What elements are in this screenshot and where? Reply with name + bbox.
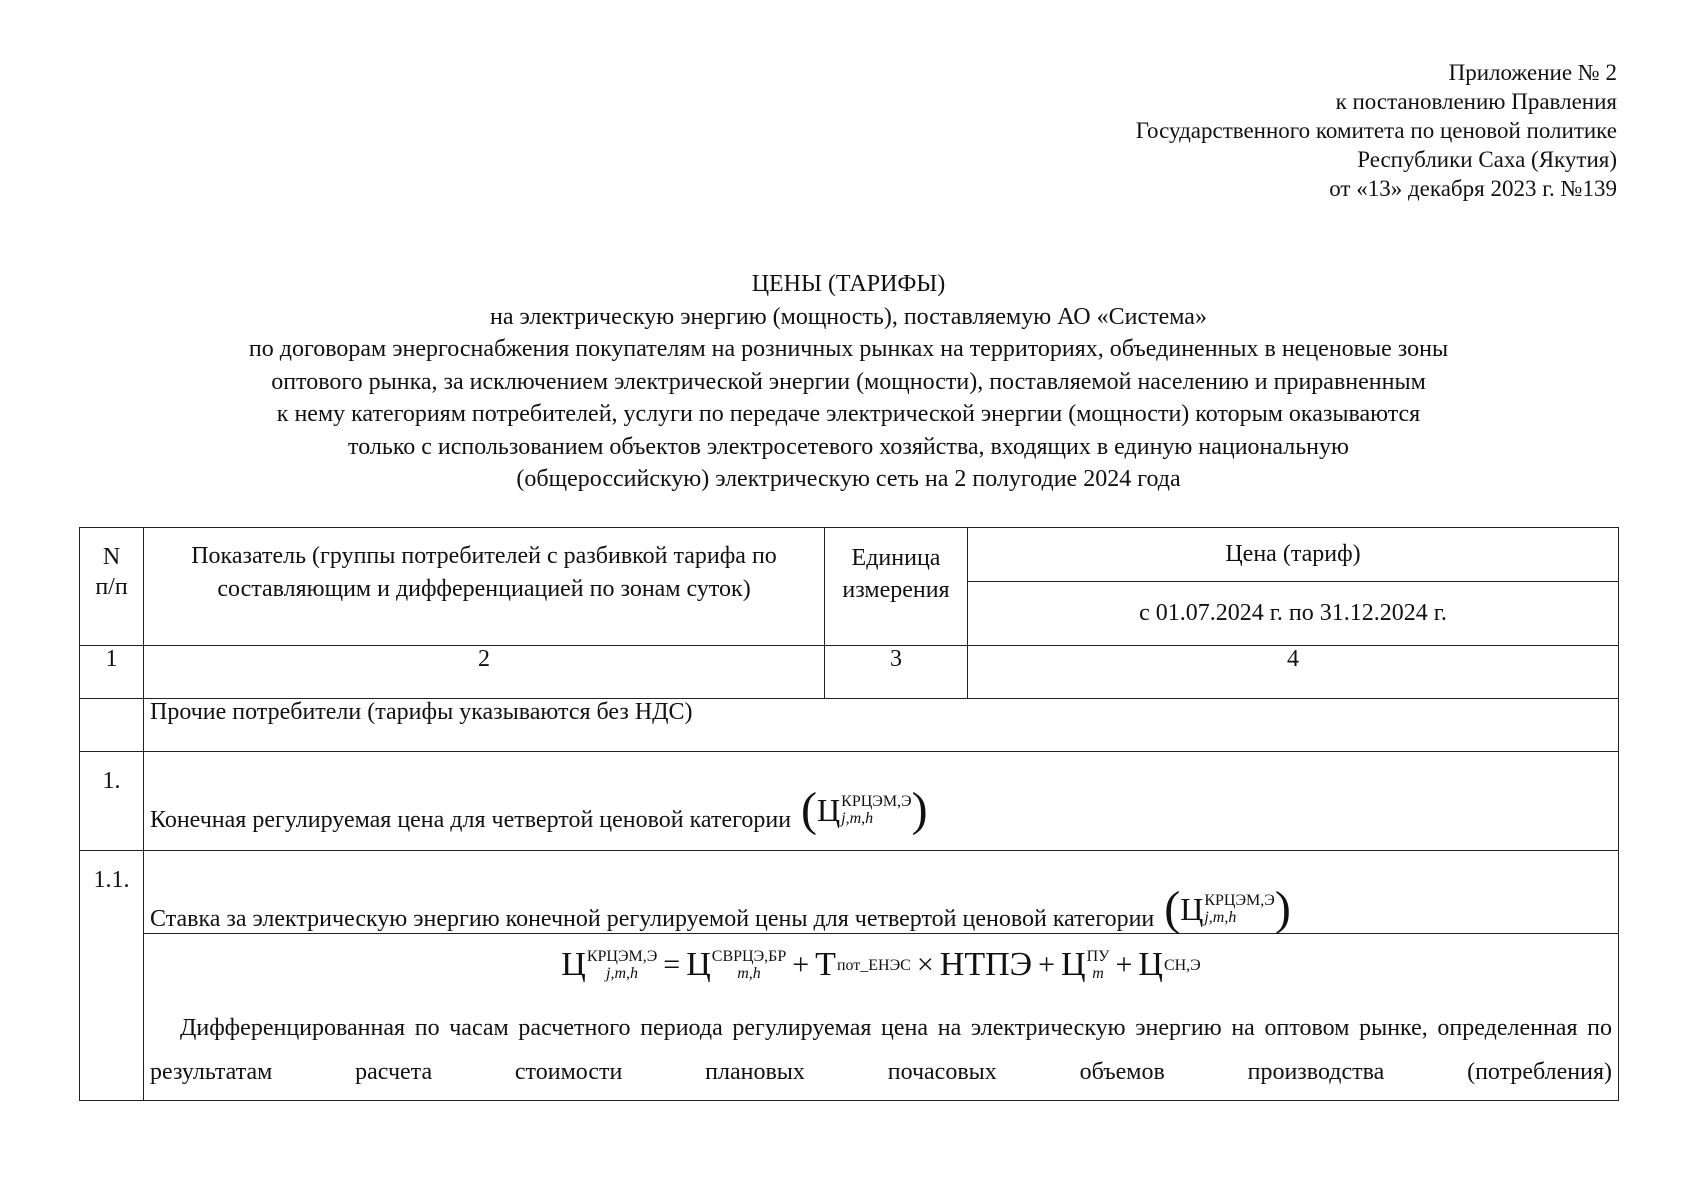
formula-times: × xyxy=(916,948,934,981)
formula-term-2-sup: пот_ЕНЭС xyxy=(836,956,911,974)
formula-description: Дифференцированная по часам расчетного периода регулируемая цена на электрическую энергию на оптовом рынке, определенная по результатам расчета стоимости плановых почасовых объемов производства (потребления) xyxy=(150,1015,1612,1085)
formula-lhs-sup: КРЦЭМ,Э xyxy=(586,948,658,965)
header-unit-line-2: измерения xyxy=(842,577,950,603)
appendix-line-2: к постановлению Правления xyxy=(1335,89,1617,114)
formula-term-5: Ц xyxy=(1138,946,1163,983)
header-unit xyxy=(825,528,968,646)
formula-lhs-sub: j,m,h xyxy=(606,965,639,982)
table-header-row xyxy=(80,528,1619,582)
formula-cell xyxy=(144,934,1619,1101)
appendix-line-4: Республики Саха (Якутия) xyxy=(1357,147,1617,172)
document-title xyxy=(60,268,1637,496)
row-indicator-text: Конечная регулируемая цена для четвертой ценовой категории xyxy=(150,807,792,833)
header-number-line-1: N xyxy=(102,544,121,570)
symbol-main: Ц xyxy=(1180,890,1204,927)
table-row xyxy=(80,851,1619,934)
column-number-1: 1 xyxy=(80,646,144,699)
symbol-sub: j,m,h xyxy=(1204,909,1237,926)
header-price: Цена (тариф) xyxy=(968,528,1619,582)
formula-term-4: Ц xyxy=(1061,946,1086,983)
row-indicator-text: Ставка за электрическую энергию конечной регулируемой цены для четвертой ценовой категории xyxy=(150,906,1155,932)
formula-equals: = xyxy=(663,948,681,981)
price-symbol: ( Ц КРЦЭМ,Э j,m,h ) xyxy=(1164,882,1291,935)
price-symbol: ( Ц КРЦЭМ,Э j,m,h ) xyxy=(801,783,928,836)
formula-term-5-sup: СН,Э xyxy=(1163,956,1201,974)
symbol-sub: j,m,h xyxy=(841,810,874,827)
category-row xyxy=(80,699,1619,752)
title-line-2: на электрическую энергию (мощность), поставляемую АО «Система» xyxy=(490,303,1207,330)
row-number: 1. xyxy=(80,752,144,851)
title-line-7: (общероссийскую) электрическую сеть на 2 полугодие 2024 года xyxy=(516,466,1181,492)
formula-lhs: Ц xyxy=(561,946,586,983)
row-indicator-cell xyxy=(144,752,1619,851)
title-line-3: по договорам энергоснабжения покупателям на розничных рынках на территориях, объединенных в неценовые зоны xyxy=(248,336,1449,362)
header-number-line-2: п/п xyxy=(95,574,128,600)
header-period: с 01.07.2024 г. по 31.12.2024 г. xyxy=(968,582,1619,646)
formula-term-1-sub: m,h xyxy=(737,965,761,982)
symbol-main: Ц xyxy=(817,791,841,828)
header-indicator: Показатель (группы потребителей с разбивкой тарифа по составляющим и дифференциацией по зонам суток) xyxy=(144,528,825,646)
column-number-2: 2 xyxy=(144,646,825,699)
formula-row xyxy=(80,934,1619,1101)
formula-plus: + xyxy=(1038,948,1056,981)
title-line-1: ЦЕНЫ (ТАРИФЫ) xyxy=(751,271,946,297)
title-line-6: только с использованием объектов электросетевого хозяйства, входящих в единую национальную xyxy=(348,433,1349,460)
tariff-table xyxy=(79,527,1619,1101)
appendix-header xyxy=(1136,58,1617,203)
symbol-sup: КРЦЭМ,Э xyxy=(841,793,912,810)
symbol-sup: КРЦЭМ,Э xyxy=(1204,892,1275,909)
row-number: 1.1. xyxy=(80,851,144,1101)
formula-plus: + xyxy=(792,948,810,981)
formula-term-1: Ц xyxy=(686,946,711,983)
formula-term-4-sup: ПУ xyxy=(1086,948,1110,965)
header-number xyxy=(80,528,144,646)
category-label: Прочие потребители (тарифы указываются без НДС) xyxy=(144,699,1619,752)
category-number xyxy=(80,699,144,752)
formula-term-2: Т xyxy=(815,946,836,983)
price-formula xyxy=(561,946,1201,984)
formula-term-3: НТПЭ xyxy=(939,946,1033,983)
header-unit-line-1: Единица xyxy=(851,545,941,571)
column-number-4: 4 xyxy=(968,646,1619,699)
appendix-line-5: от «13» декабря 2023 г. №139 xyxy=(1329,176,1617,201)
title-line-4: оптового рынка, за исключением электрической энергии (мощности), поставляемой населению и приравненным xyxy=(271,368,1426,395)
row-indicator-cell xyxy=(144,851,1619,934)
formula-term-4-sub: m xyxy=(1092,965,1104,982)
appendix-line-1: Приложение № 2 xyxy=(1448,60,1617,85)
formula-term-1-sup: СВРЦЭ,БР xyxy=(711,948,787,965)
column-number-3: 3 xyxy=(825,646,968,699)
appendix-line-3: Государственного комитета по ценовой политике xyxy=(1135,118,1617,143)
table-row xyxy=(80,752,1619,851)
column-number-row xyxy=(80,646,1619,699)
formula-plus: + xyxy=(1115,948,1133,981)
title-line-5: к нему категориям потребителей, услуги по передаче электрической энергии (мощности) которым оказываются xyxy=(276,401,1421,427)
